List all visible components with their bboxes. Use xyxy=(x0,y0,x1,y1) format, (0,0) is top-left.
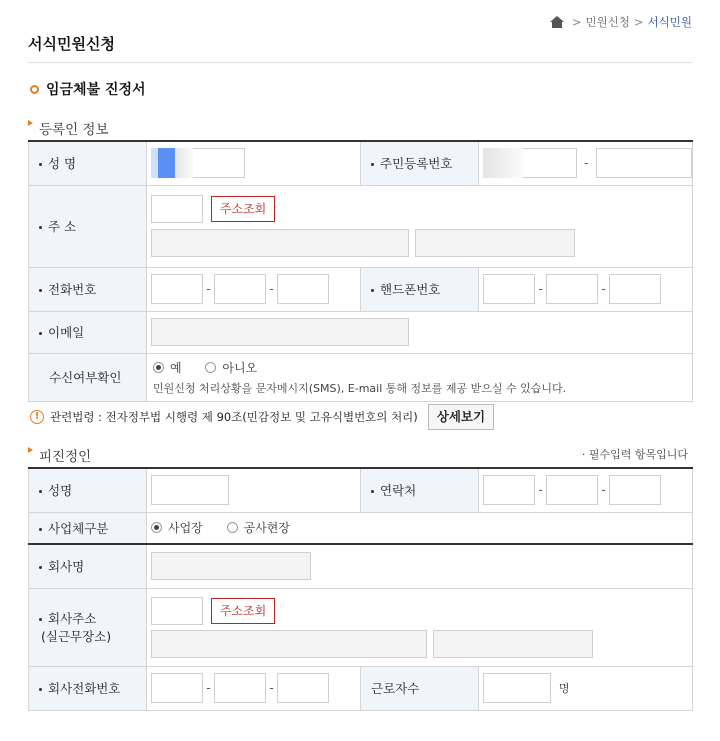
name-field[interactable] xyxy=(193,148,245,178)
section-respondent xyxy=(28,445,91,465)
company-phone-field-2[interactable] xyxy=(214,673,266,703)
name-label: 성 명 xyxy=(29,141,147,185)
divider xyxy=(28,62,692,63)
mobile-field-1[interactable] xyxy=(483,274,535,304)
phone-label: 전화번호 xyxy=(29,267,147,311)
address-line1-field[interactable] xyxy=(151,229,409,257)
rrn-back-field[interactable] xyxy=(596,148,692,178)
company-phone-field-1[interactable] xyxy=(151,673,203,703)
address-label: 주 소 xyxy=(29,185,147,267)
section-marker-icon xyxy=(28,447,33,453)
biz-workplace-radio[interactable]: 사업장 xyxy=(151,519,203,536)
breadcrumb xyxy=(550,14,692,30)
company-phone-label: 회사전화번호 xyxy=(29,666,147,710)
company-name-field[interactable] xyxy=(151,552,311,580)
company-address-label: 회사주소 (실근무장소) xyxy=(29,588,147,666)
company-address-line1-field[interactable] xyxy=(151,630,427,658)
sms-consent-label: 수신여부확인 xyxy=(29,353,147,401)
breadcrumb-item-current[interactable]: 서식민원 xyxy=(647,15,692,29)
mobile-label: 핸드폰번호 xyxy=(361,267,479,311)
company-label: 회사명 xyxy=(29,544,147,588)
biz-construction-radio[interactable]: 공사현장 xyxy=(227,519,290,536)
mobile-field-2[interactable] xyxy=(546,274,598,304)
detail-button[interactable]: 상세보기 xyxy=(428,404,494,430)
company-phone-field-3[interactable] xyxy=(277,673,329,703)
workers-unit: 명 xyxy=(558,682,570,695)
form-title xyxy=(30,79,146,99)
company-address-line2-field[interactable] xyxy=(433,630,593,658)
workers-field[interactable] xyxy=(483,673,551,703)
contact-field-3[interactable] xyxy=(609,475,661,505)
law-notice xyxy=(30,404,494,430)
company-postcode-field[interactable] xyxy=(151,597,203,625)
phone-field-1[interactable] xyxy=(151,274,203,304)
respondent-name-label: 성명 xyxy=(29,468,147,512)
exclamation-icon: ! xyxy=(30,410,44,424)
phone-field-2[interactable] xyxy=(214,274,266,304)
contact-field-2[interactable] xyxy=(546,475,598,505)
sms-note: 민원신청 처리상황을 문자메시지(SMS), E-mail 통해 정보를 제공 받으실 수 있습니다. xyxy=(153,381,567,395)
phone-field-3[interactable] xyxy=(277,274,329,304)
form-title-text: 임금체불 진정서 xyxy=(46,82,146,98)
name-field-masked xyxy=(151,148,175,178)
law-text: 관련법령 : 전자정부법 시행령 제 90조(민감정보 및 고유식별번호의 처리) xyxy=(50,410,418,424)
respondent-table: 성명 연락처 - - 사업체구분 사업장 공사현장 회사명 회사주소 (실근무장소) 주소조회 회사전화번호 - - 근로자수 명 xyxy=(28,467,693,711)
registrant-table: 성 명 주민등록번호 - 주 소 주소조회 전화번호 - - 핸드폰번호 - - 이메일 수신여부확인 예 아니오 민원신청 처리상황을 문자메시지(SMS), E-mail 통해 정보를 제공 받으실 수 있습니다. xyxy=(28,140,693,402)
sms-no-radio[interactable]: 아니오 xyxy=(205,359,257,376)
postcode-field[interactable] xyxy=(151,195,203,223)
page-title: 서식민원신청 xyxy=(28,35,115,53)
breadcrumb-item-apply[interactable]: 민원신청 xyxy=(585,15,630,29)
required-note: · 필수입력 항목입니다 xyxy=(581,448,688,461)
address-search-button[interactable]: 주소조회 xyxy=(211,196,275,222)
rrn-front-field[interactable] xyxy=(523,148,577,178)
chevron-right-icon: > xyxy=(571,15,582,29)
section-registrant xyxy=(28,118,109,138)
contact-field-1[interactable] xyxy=(483,475,535,505)
workers-label: 근로자수 xyxy=(361,666,479,710)
email-label: 이메일 xyxy=(29,311,147,353)
mobile-field-3[interactable] xyxy=(609,274,661,304)
bullet-ring-icon xyxy=(30,85,39,94)
section-title: 등록인 정보 xyxy=(39,122,109,138)
sms-yes-radio[interactable]: 예 xyxy=(153,359,182,376)
respondent-name-field[interactable] xyxy=(151,475,229,505)
rrn-label: 주민등록번호 xyxy=(361,141,479,185)
home-icon[interactable] xyxy=(550,16,564,28)
address-line2-field[interactable] xyxy=(415,229,575,257)
section-title: 피진정인 xyxy=(39,449,92,465)
contact-label: 연락처 xyxy=(361,468,479,512)
biz-type-label: 사업체구분 xyxy=(29,512,147,544)
company-address-search-button[interactable]: 주소조회 xyxy=(211,598,275,624)
chevron-right-icon: > xyxy=(633,15,644,29)
section-marker-icon xyxy=(28,120,33,126)
email-field[interactable] xyxy=(151,318,409,346)
